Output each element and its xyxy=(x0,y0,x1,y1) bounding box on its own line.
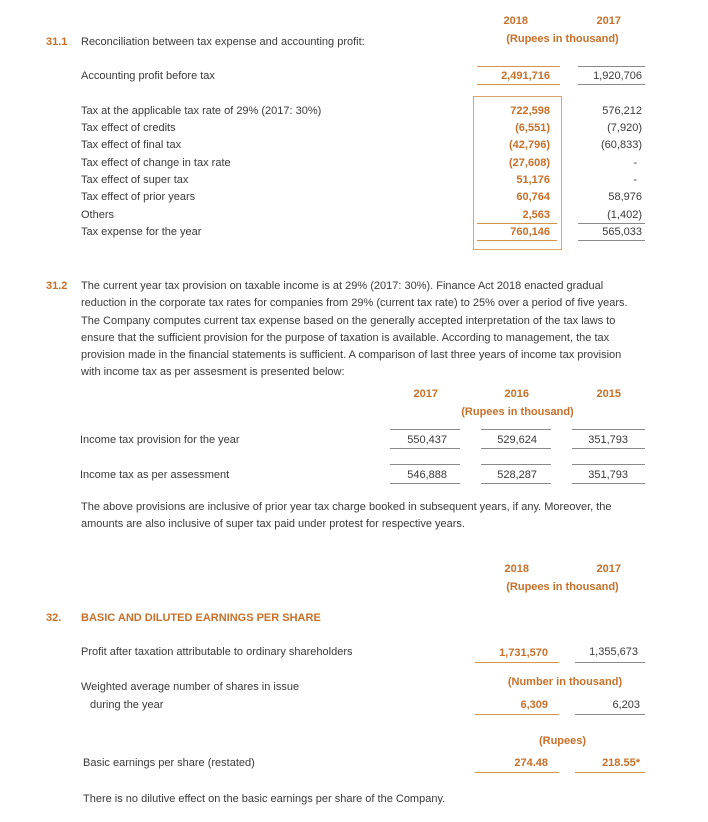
value-2017: (60,833) xyxy=(601,139,642,151)
value-2017: 58,976 xyxy=(608,191,642,203)
col-header-2015: 2015 xyxy=(596,388,621,400)
rule xyxy=(477,84,560,85)
unit-label: (Rupees) xyxy=(538,735,587,747)
paragraph-line: provision made in the financial statements is sufficient. A comparison of last three years of income tax provision xyxy=(81,349,622,361)
rule xyxy=(572,429,645,430)
paragraph-line: with income tax as per assesment is presented below: xyxy=(81,366,345,378)
rule xyxy=(481,464,551,465)
value-2016: 529,624 xyxy=(497,434,537,446)
row-label: Tax expense for the year xyxy=(81,226,202,238)
rule xyxy=(477,66,560,67)
value-2017: 546,888 xyxy=(407,469,447,481)
rule xyxy=(477,223,557,224)
value-2018: 2,491,716 xyxy=(501,70,550,82)
value-2017: - xyxy=(633,174,637,186)
rule xyxy=(575,772,645,773)
paragraph-line: The Company computes current tax expense based on the generally accepted interpretation of the tax laws to xyxy=(81,315,616,327)
section-number: 31.2 xyxy=(46,280,68,292)
row-label: Tax effect of prior years xyxy=(81,191,196,203)
rule xyxy=(390,448,460,449)
value-2017: 565,033 xyxy=(602,226,642,238)
col-header-2017: 2017 xyxy=(413,388,438,400)
rule xyxy=(578,84,645,85)
value-2018: 2,563 xyxy=(522,209,550,221)
rule xyxy=(477,240,557,241)
section-number: 32. xyxy=(46,612,62,624)
row-label: Weighted average number of shares in issue xyxy=(81,681,300,693)
rule xyxy=(578,240,645,241)
value-2017: 1,355,673 xyxy=(589,646,638,658)
value-2015: 351,793 xyxy=(588,434,628,446)
rule xyxy=(578,66,645,67)
unit-label: (Number in thousand) xyxy=(507,676,623,688)
row-label: Tax effect of final tax xyxy=(81,139,182,151)
rule xyxy=(575,714,645,715)
rule xyxy=(578,223,645,224)
rule xyxy=(390,429,460,430)
section-title: BASIC AND DILUTED EARNINGS PER SHARE xyxy=(81,612,321,624)
row-label: Tax effect of credits xyxy=(81,122,176,134)
note-line: amounts are also inclusive of super tax paid under protest for respective years. xyxy=(81,518,465,530)
col-header-2017: 2017 xyxy=(596,15,621,27)
row-label: Accounting profit before tax xyxy=(81,70,215,82)
value-2018: 1,731,570 xyxy=(499,647,548,659)
section-title: Reconciliation between tax expense and accounting profit: xyxy=(81,36,365,48)
footer-note: There is no dilutive effect on the basic earnings per share of the Company. xyxy=(83,793,446,805)
value-2018: (27,608) xyxy=(509,157,550,169)
rule xyxy=(475,662,559,663)
row-label: Tax effect of change in tax rate xyxy=(81,157,231,169)
value-2018: (6,551) xyxy=(515,122,550,134)
value-2018: 60,764 xyxy=(516,191,550,203)
row-label: Others xyxy=(81,209,115,221)
section-number: 31.1 xyxy=(46,36,68,48)
value-2018: 722,598 xyxy=(510,105,550,117)
col-header-2016: 2016 xyxy=(504,388,529,400)
row-label: Profit after taxation attributable to ordinary shareholders xyxy=(81,646,353,658)
rule xyxy=(390,483,460,484)
row-label: Basic earnings per share (restated) xyxy=(83,757,255,769)
note-line: The above provisions are inclusive of prior year tax charge booked in subsequent years, if any. Moreover, the xyxy=(81,501,612,513)
row-label: Tax effect of super tax xyxy=(81,174,189,186)
value-2017: 550,437 xyxy=(407,434,447,446)
value-2017: 6,203 xyxy=(612,699,640,711)
value-2017: 1,920,706 xyxy=(593,70,642,82)
unit-label: (Rupees in thousand) xyxy=(506,33,619,45)
paragraph-line: reduction in the corporate tax rates for companies from 29% (current tax rate) to 25% over a period of five years. xyxy=(81,297,628,309)
col-header-2018: 2018 xyxy=(504,563,529,575)
rule xyxy=(475,714,559,715)
col-header-2018: 2018 xyxy=(503,15,528,27)
unit-label: (Rupees in thousand) xyxy=(461,406,574,418)
row-label: Tax at the applicable tax rate of 29% (2017: 30%) xyxy=(81,105,322,117)
row-label: during the year xyxy=(90,699,164,711)
rule xyxy=(390,464,460,465)
value-2017: - xyxy=(633,157,637,169)
row-label: Income tax provision for the year xyxy=(80,434,240,446)
value-2015: 351,793 xyxy=(588,469,628,481)
rule xyxy=(481,429,551,430)
rule xyxy=(481,448,551,449)
paragraph-line: The current year tax provision on taxable income is at 29% (2017: 30%). Finance Act 2018 enacted gradual xyxy=(81,280,604,292)
value-2018: 51,176 xyxy=(516,174,550,186)
rule xyxy=(475,772,559,773)
row-label: Income tax as per assessment xyxy=(80,469,230,481)
col-header-2017: 2017 xyxy=(596,563,621,575)
paragraph-line: ensure that the sufficient provision for the purpose of taxation is available. According to management, the tax xyxy=(81,332,610,344)
value-2018: 6,309 xyxy=(520,699,548,711)
value-2018: (42,796) xyxy=(509,139,550,151)
rule xyxy=(572,464,645,465)
value-2018: 274.48 xyxy=(514,757,548,769)
value-2017: (7,920) xyxy=(607,122,642,134)
rule xyxy=(572,483,645,484)
rule xyxy=(572,448,645,449)
value-2016: 528,287 xyxy=(497,469,537,481)
unit-label: (Rupees in thousand) xyxy=(506,581,619,593)
value-2017: 576,212 xyxy=(602,105,642,117)
value-2017: 218.55* xyxy=(602,757,640,769)
rule xyxy=(481,483,551,484)
rule xyxy=(575,662,645,663)
value-2018: 760,146 xyxy=(510,226,550,238)
value-2017: (1,402) xyxy=(607,209,642,221)
